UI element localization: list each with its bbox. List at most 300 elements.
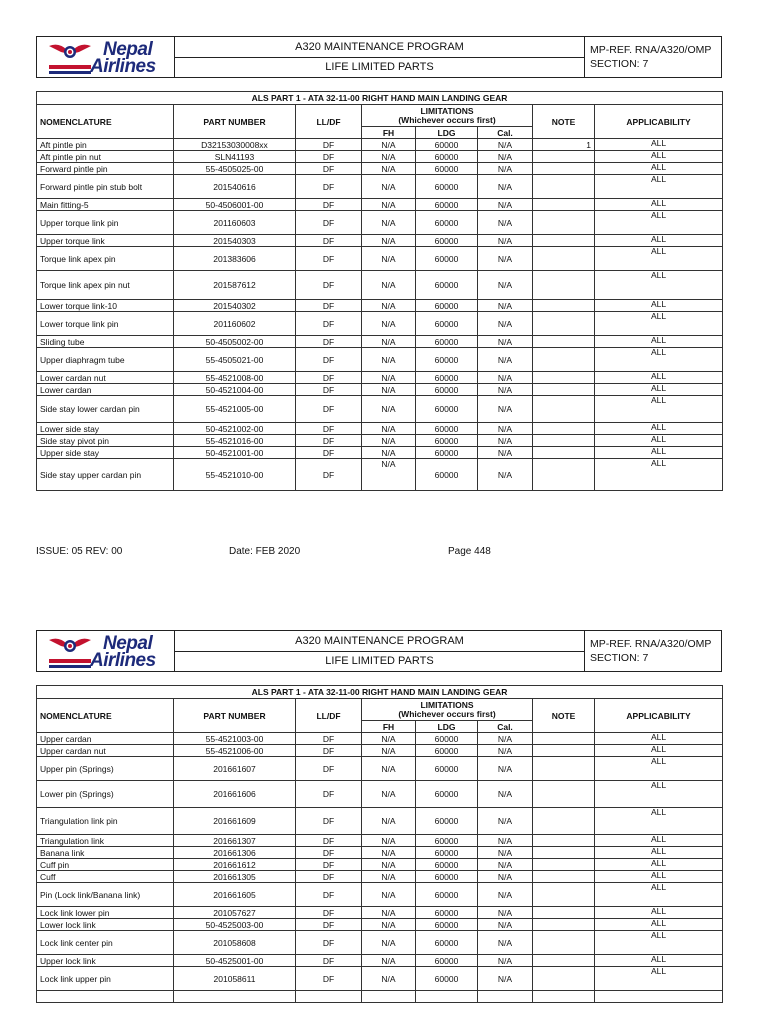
cell-part-number: 50-4521002-00 — [174, 423, 296, 435]
cell-note — [533, 847, 595, 859]
cell-ldg: 60000 — [416, 967, 478, 991]
cell-cal: N/A — [478, 919, 533, 931]
cell-cal: N/A — [478, 396, 533, 423]
cell-lldf: DF — [296, 336, 362, 348]
cell-cal: N/A — [478, 835, 533, 847]
cell-part-number: 55-4521006-00 — [174, 745, 296, 757]
cell-applicability: ALL — [595, 211, 723, 235]
table-row — [37, 781, 723, 808]
cell-fh: N/A — [362, 271, 416, 300]
cell-cal: N/A — [478, 883, 533, 907]
logo-text-nepal: Nepal — [103, 39, 153, 60]
cell-applicability: ALL — [595, 781, 723, 808]
table-row — [37, 883, 723, 907]
cell-ldg: 60000 — [416, 733, 478, 745]
cell-note — [533, 211, 595, 235]
airline-logo — [37, 37, 175, 77]
cell-fh: N/A — [362, 808, 416, 835]
cell-nomenclature: Lower torque link pin — [37, 312, 174, 336]
cell-applicability: ALL — [595, 151, 723, 163]
cell-lldf: DF — [296, 955, 362, 967]
cell-note — [533, 163, 595, 175]
table-row — [37, 835, 723, 847]
cell-cal: N/A — [478, 300, 533, 312]
cell-fh: N/A — [362, 163, 416, 175]
cell-cal: N/A — [478, 447, 533, 459]
cell-ldg: 60000 — [416, 336, 478, 348]
program-title: A320 MAINTENANCE PROGRAM — [175, 37, 584, 58]
table-row — [37, 300, 723, 312]
cell-ldg: 60000 — [416, 931, 478, 955]
table-row — [37, 175, 723, 199]
cell-lldf: DF — [296, 139, 362, 151]
cell-cal: N/A — [478, 247, 533, 271]
cell-fh: N/A — [362, 931, 416, 955]
cell-fh: N/A — [362, 883, 416, 907]
logo-text-airlines: Airlines — [90, 56, 156, 77]
cell-nomenclature: Triangulation link — [37, 835, 174, 847]
cell-part-number: 201540303 — [174, 235, 296, 247]
cell-note — [533, 757, 595, 781]
cell-note — [533, 271, 595, 300]
cell-ldg: 60000 — [416, 781, 478, 808]
cell-note — [533, 396, 595, 423]
table-row — [37, 859, 723, 871]
cell-nomenclature: Upper cardan — [37, 733, 174, 745]
cell-note — [533, 447, 595, 459]
cell-applicability: ALL — [595, 883, 723, 907]
cell-cal: N/A — [478, 847, 533, 859]
cell-cal: N/A — [478, 312, 533, 336]
cell-cal: N/A — [478, 175, 533, 199]
cell-applicability: ALL — [595, 384, 723, 396]
cell-applicability: ALL — [595, 919, 723, 931]
cell-fh: N/A — [362, 384, 416, 396]
cell-part-number: 50-4525001-00 — [174, 955, 296, 967]
cell-lldf: DF — [296, 199, 362, 211]
cell-cal: N/A — [478, 435, 533, 447]
cell-ldg: 60000 — [416, 300, 478, 312]
col-cal: Cal. — [478, 721, 533, 733]
logo-text-nepal: Nepal — [103, 633, 153, 654]
cell-ldg: 60000 — [416, 847, 478, 859]
cell-ldg: 60000 — [416, 859, 478, 871]
cell-nomenclature: Side stay pivot pin — [37, 435, 174, 447]
cell-applicability: ALL — [595, 847, 723, 859]
logo-blue-stripe — [49, 71, 91, 74]
cell-note: 1 — [533, 139, 595, 151]
cell-fh: N/A — [362, 151, 416, 163]
col-lldf: LL/DF — [296, 105, 362, 139]
cell-note — [533, 883, 595, 907]
col-nomenclature: NOMENCLATURE — [37, 699, 174, 733]
col-ldg: LDG — [416, 721, 478, 733]
cell-applicability: ALL — [595, 312, 723, 336]
cell-fh: N/A — [362, 919, 416, 931]
cell-nomenclature: Upper side stay — [37, 447, 174, 459]
cell-cal: N/A — [478, 967, 533, 991]
cell-nomenclature — [37, 991, 174, 1003]
cell-applicability: ALL — [595, 859, 723, 871]
cell-nomenclature: Forward pintle pin — [37, 163, 174, 175]
cell-cal: N/A — [478, 859, 533, 871]
cell-fh: N/A — [362, 211, 416, 235]
cell-applicability: ALL — [595, 300, 723, 312]
cell-nomenclature: Lower torque link-10 — [37, 300, 174, 312]
cell-fh: N/A — [362, 300, 416, 312]
program-title: A320 MAINTENANCE PROGRAM — [175, 631, 584, 652]
cell-cal: N/A — [478, 372, 533, 384]
logo-text-airlines: Airlines — [90, 650, 156, 671]
cell-nomenclature: Sliding tube — [37, 336, 174, 348]
table-row — [37, 435, 723, 447]
cell-lldf: DF — [296, 919, 362, 931]
cell-ldg: 60000 — [416, 372, 478, 384]
cell-lldf: DF — [296, 757, 362, 781]
logo-emblem-icon — [47, 634, 93, 658]
cell-ldg — [416, 991, 478, 1003]
page-header — [36, 36, 722, 78]
cell-note — [533, 835, 595, 847]
cell-fh: N/A — [362, 955, 416, 967]
cell-applicability: ALL — [595, 835, 723, 847]
cell-lldf: DF — [296, 931, 362, 955]
cell-part-number: 55-4521008-00 — [174, 372, 296, 384]
cell-fh: N/A — [362, 967, 416, 991]
cell-lldf: DF — [296, 847, 362, 859]
cell-nomenclature: Lock link upper pin — [37, 967, 174, 991]
cell-applicability: ALL — [595, 372, 723, 384]
cell-lldf: DF — [296, 271, 362, 300]
cell-part-number: 201540616 — [174, 175, 296, 199]
cell-note — [533, 808, 595, 835]
cell-lldf: DF — [296, 447, 362, 459]
cell-lldf: DF — [296, 859, 362, 871]
cell-fh: N/A — [362, 199, 416, 211]
cell-ldg: 60000 — [416, 435, 478, 447]
cell-part-number: 55-4521016-00 — [174, 435, 296, 447]
table-row — [37, 745, 723, 757]
table-row — [37, 907, 723, 919]
col-note: NOTE — [533, 105, 595, 139]
table-row — [37, 459, 723, 491]
cell-fh: N/A — [362, 423, 416, 435]
table-row — [37, 336, 723, 348]
table-row — [37, 991, 723, 1003]
cell-nomenclature: Lock link center pin — [37, 931, 174, 955]
cell-lldf: DF — [296, 435, 362, 447]
cell-nomenclature: Lower side stay — [37, 423, 174, 435]
mp-reference: MP-REF. RNA/A320/OMP — [590, 638, 712, 650]
cell-fh: N/A — [362, 435, 416, 447]
cell-lldf: DF — [296, 211, 362, 235]
cell-lldf: DF — [296, 745, 362, 757]
cell-note — [533, 907, 595, 919]
cell-nomenclature: Upper torque link pin — [37, 211, 174, 235]
cell-part-number: 201661609 — [174, 808, 296, 835]
cell-cal: N/A — [478, 955, 533, 967]
cell-note — [533, 348, 595, 372]
cell-nomenclature: Torque link apex pin — [37, 247, 174, 271]
cell-cal: N/A — [478, 163, 533, 175]
cell-ldg: 60000 — [416, 396, 478, 423]
cell-nomenclature: Torque link apex pin nut — [37, 271, 174, 300]
cell-part-number: 201661305 — [174, 871, 296, 883]
cell-nomenclature: Lock link lower pin — [37, 907, 174, 919]
col-fh: FH — [362, 721, 416, 733]
cell-fh: N/A — [362, 459, 416, 491]
cell-applicability: ALL — [595, 247, 723, 271]
cell-fh: N/A — [362, 336, 416, 348]
cell-fh: N/A — [362, 733, 416, 745]
cell-part-number: 201057627 — [174, 907, 296, 919]
table-row — [37, 163, 723, 175]
cell-fh: N/A — [362, 372, 416, 384]
cell-applicability: ALL — [595, 459, 723, 491]
cell-lldf: DF — [296, 396, 362, 423]
cell-part-number: 50-4506001-00 — [174, 199, 296, 211]
cell-note — [533, 384, 595, 396]
cell-note — [533, 435, 595, 447]
cell-cal: N/A — [478, 781, 533, 808]
cell-part-number: 201661607 — [174, 757, 296, 781]
cell-fh: N/A — [362, 175, 416, 199]
cell-ldg: 60000 — [416, 384, 478, 396]
cell-lldf: DF — [296, 163, 362, 175]
cell-note — [533, 781, 595, 808]
cell-nomenclature: Upper pin (Springs) — [37, 757, 174, 781]
cell-fh: N/A — [362, 447, 416, 459]
cell-nomenclature: Cuff pin — [37, 859, 174, 871]
cell-cal: N/A — [478, 336, 533, 348]
cell-nomenclature: Aft pintle pin — [37, 139, 174, 151]
cell-note — [533, 871, 595, 883]
table-title: ALS PART 1 - ATA 32-11-00 RIGHT HAND MAIN LANDING GEAR — [37, 686, 723, 699]
cell-note — [533, 955, 595, 967]
cell-applicability: ALL — [595, 235, 723, 247]
cell-lldf: DF — [296, 151, 362, 163]
cell-fh — [362, 991, 416, 1003]
cell-ldg: 60000 — [416, 312, 478, 336]
cell-note — [533, 919, 595, 931]
cell-applicability: ALL — [595, 733, 723, 745]
cell-ldg: 60000 — [416, 808, 478, 835]
cell-part-number: 50-4525003-00 — [174, 919, 296, 931]
cell-fh: N/A — [362, 907, 416, 919]
cell-part-number: 201383606 — [174, 247, 296, 271]
cell-note — [533, 151, 595, 163]
cell-ldg: 60000 — [416, 955, 478, 967]
cell-applicability: ALL — [595, 871, 723, 883]
cell-lldf: DF — [296, 175, 362, 199]
footer-issue: ISSUE: 05 REV: 00 — [36, 546, 123, 557]
cell-cal: N/A — [478, 199, 533, 211]
cell-lldf: DF — [296, 967, 362, 991]
col-limitations: LIMITATIONS (Whichever occurs first) — [362, 699, 533, 721]
logo-emblem-icon — [47, 40, 93, 64]
table-row — [37, 235, 723, 247]
table-row — [37, 808, 723, 835]
cell-applicability: ALL — [595, 967, 723, 991]
cell-nomenclature: Upper diaphragm tube — [37, 348, 174, 372]
cell-fh: N/A — [362, 396, 416, 423]
cell-part-number: 201160603 — [174, 211, 296, 235]
cell-part-number: 201661612 — [174, 859, 296, 871]
cell-applicability: ALL — [595, 931, 723, 955]
table-row — [37, 919, 723, 931]
table-row — [37, 372, 723, 384]
cell-nomenclature: Forward pintle pin stub bolt — [37, 175, 174, 199]
cell-fh: N/A — [362, 312, 416, 336]
cell-fh: N/A — [362, 781, 416, 808]
col-part-number: PART NUMBER — [174, 105, 296, 139]
cell-part-number: 55-4521010-00 — [174, 459, 296, 491]
cell-note — [533, 247, 595, 271]
cell-applicability: ALL — [595, 955, 723, 967]
cell-fh: N/A — [362, 745, 416, 757]
table-row — [37, 271, 723, 300]
col-cal: Cal. — [478, 127, 533, 139]
cell-cal: N/A — [478, 907, 533, 919]
logo-blue-stripe — [49, 665, 91, 668]
cell-nomenclature: Banana link — [37, 847, 174, 859]
cell-lldf: DF — [296, 733, 362, 745]
airline-logo — [37, 631, 175, 671]
cell-part-number: 55-4505025-00 — [174, 163, 296, 175]
cell-part-number: D32153030008xx — [174, 139, 296, 151]
table-row — [37, 199, 723, 211]
cell-nomenclature: Lower cardan — [37, 384, 174, 396]
cell-applicability: ALL — [595, 348, 723, 372]
cell-ldg: 60000 — [416, 871, 478, 883]
cell-part-number: 55-4505021-00 — [174, 348, 296, 372]
cell-applicability: ALL — [595, 757, 723, 781]
cell-ldg: 60000 — [416, 447, 478, 459]
cell-lldf: DF — [296, 348, 362, 372]
cell-lldf: DF — [296, 300, 362, 312]
cell-ldg: 60000 — [416, 757, 478, 781]
cell-part-number: 201587612 — [174, 271, 296, 300]
cell-ldg: 60000 — [416, 348, 478, 372]
cell-ldg: 60000 — [416, 883, 478, 907]
col-applicability: APPLICABILITY — [595, 699, 723, 733]
cell-lldf: DF — [296, 808, 362, 835]
cell-ldg: 60000 — [416, 139, 478, 151]
cell-cal: N/A — [478, 459, 533, 491]
table-row — [37, 348, 723, 372]
table-row — [37, 931, 723, 955]
program-subtitle: LIFE LIMITED PARTS — [325, 61, 434, 74]
cell-note — [533, 967, 595, 991]
cell-part-number: 201540302 — [174, 300, 296, 312]
table-row — [37, 396, 723, 423]
cell-cal: N/A — [478, 271, 533, 300]
logo-red-stripe — [49, 65, 91, 69]
table-row — [37, 247, 723, 271]
col-lldf: LL/DF — [296, 699, 362, 733]
cell-lldf: DF — [296, 883, 362, 907]
als-table — [36, 685, 723, 1003]
cell-applicability: ALL — [595, 139, 723, 151]
table-row — [37, 211, 723, 235]
cell-ldg: 60000 — [416, 211, 478, 235]
col-note: NOTE — [533, 699, 595, 733]
cell-note — [533, 459, 595, 491]
cell-ldg: 60000 — [416, 271, 478, 300]
cell-fh: N/A — [362, 847, 416, 859]
cell-lldf — [296, 991, 362, 1003]
cell-part-number: SLN41193 — [174, 151, 296, 163]
cell-part-number: 50-4505002-00 — [174, 336, 296, 348]
cell-cal: N/A — [478, 384, 533, 396]
cell-cal: N/A — [478, 423, 533, 435]
col-part-number: PART NUMBER — [174, 699, 296, 733]
cell-part-number: 201058611 — [174, 967, 296, 991]
cell-lldf: DF — [296, 247, 362, 271]
cell-part-number: 55-4521003-00 — [174, 733, 296, 745]
cell-part-number: 55-4521005-00 — [174, 396, 296, 423]
cell-cal: N/A — [478, 235, 533, 247]
cell-part-number: 201058608 — [174, 931, 296, 955]
table-row — [37, 871, 723, 883]
cell-nomenclature: Upper cardan nut — [37, 745, 174, 757]
table-row — [37, 151, 723, 163]
cell-applicability: ALL — [595, 163, 723, 175]
cell-part-number: 201661306 — [174, 847, 296, 859]
cell-ldg: 60000 — [416, 163, 478, 175]
section-label: SECTION: 7 — [590, 58, 649, 70]
cell-note — [533, 300, 595, 312]
cell-lldf: DF — [296, 459, 362, 491]
cell-cal: N/A — [478, 733, 533, 745]
cell-note — [533, 199, 595, 211]
cell-ldg: 60000 — [416, 199, 478, 211]
cell-lldf: DF — [296, 372, 362, 384]
cell-ldg: 60000 — [416, 919, 478, 931]
logo-red-stripe — [49, 659, 91, 663]
cell-ldg: 60000 — [416, 423, 478, 435]
cell-nomenclature: Side stay lower cardan pin — [37, 396, 174, 423]
cell-note — [533, 859, 595, 871]
cell-cal: N/A — [478, 871, 533, 883]
footer-page-number: Page 448 — [448, 546, 491, 557]
cell-fh: N/A — [362, 871, 416, 883]
cell-applicability: ALL — [595, 336, 723, 348]
cell-applicability: ALL — [595, 271, 723, 300]
cell-ldg: 60000 — [416, 175, 478, 199]
cell-nomenclature: Side stay upper cardan pin — [37, 459, 174, 491]
cell-lldf: DF — [296, 781, 362, 808]
cell-note — [533, 175, 595, 199]
table-row — [37, 955, 723, 967]
cell-nomenclature: Upper lock link — [37, 955, 174, 967]
cell-note — [533, 745, 595, 757]
cell-fh: N/A — [362, 348, 416, 372]
table-row — [37, 139, 723, 151]
als-table — [36, 91, 723, 491]
cell-nomenclature: Lower lock link — [37, 919, 174, 931]
table-row — [37, 847, 723, 859]
cell-nomenclature: Upper torque link — [37, 235, 174, 247]
cell-applicability: ALL — [595, 396, 723, 423]
cell-nomenclature: Pin (Lock link/Banana link) — [37, 883, 174, 907]
cell-part-number: 201661307 — [174, 835, 296, 847]
col-nomenclature: NOMENCLATURE — [37, 105, 174, 139]
cell-nomenclature: Triangulation link pin — [37, 808, 174, 835]
col-applicability: APPLICABILITY — [595, 105, 723, 139]
mp-reference: MP-REF. RNA/A320/OMP — [590, 44, 712, 56]
cell-applicability: ALL — [595, 423, 723, 435]
